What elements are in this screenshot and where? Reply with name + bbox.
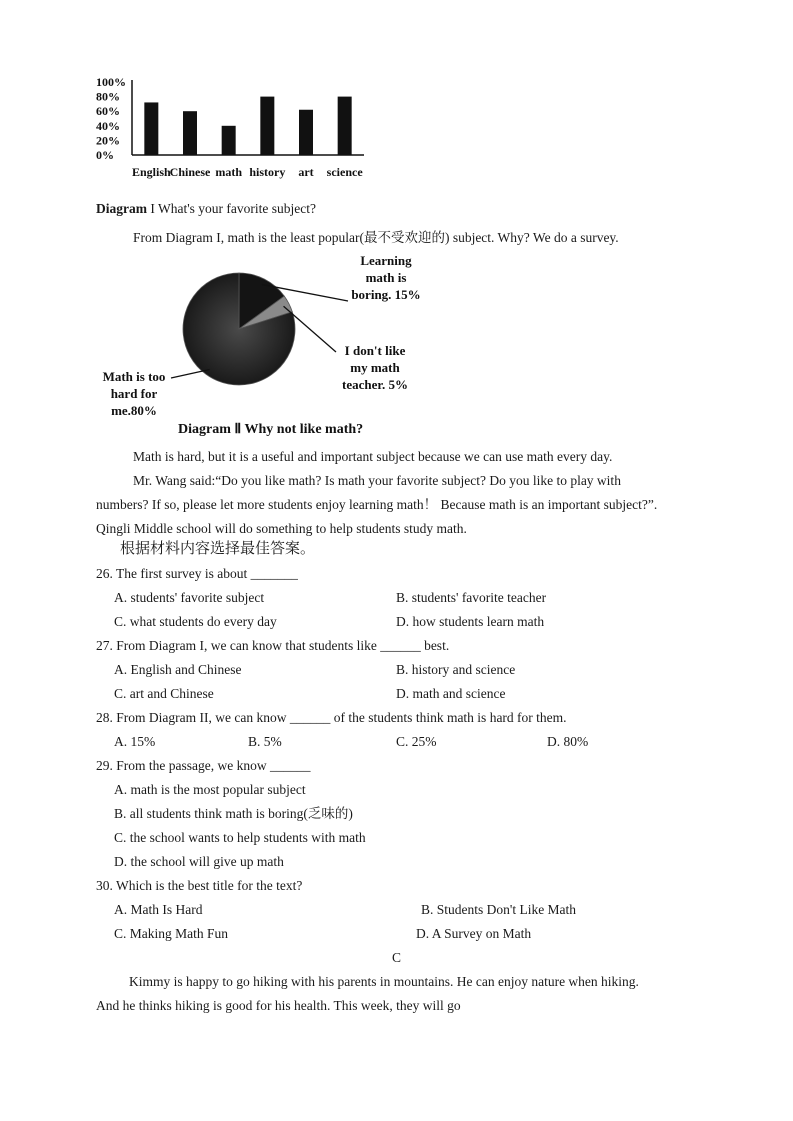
question-30-stem: 30. Which is the best title for the text? [96, 878, 303, 893]
pie-label: math is [365, 270, 407, 285]
pie-label: hard for [110, 386, 158, 401]
bar-chart-y-tick: 40% [96, 118, 120, 133]
question-30-option-d[interactable]: D. A Survey on Math [416, 926, 532, 941]
question-26-option-d[interactable]: D. how students learn math [396, 614, 545, 629]
paragraph-least-popular: From Diagram I, math is the least popular(最不受欢迎的) subject. Why? We do a survey. [133, 230, 619, 245]
section-c-heading: C [391, 950, 401, 965]
question-27-option-c[interactable]: C. art and Chinese [114, 686, 214, 701]
question-29-stem: 29. From the passage, we know ______ [96, 758, 311, 773]
bar-chart-x-label: history [249, 165, 286, 179]
bar-chart-x-label: art [298, 165, 314, 179]
instruction-text: 根据材料内容选择最佳答案。 [120, 539, 316, 557]
paragraph-mr-wang-line3: Qingli Middle school will do something to help students study math. [96, 521, 467, 536]
bar-chart-x-label: English [131, 165, 171, 179]
question-30-option-b[interactable]: B. Students Don't Like Math [421, 902, 577, 917]
paragraph-math-hard: Math is hard, but it is a useful and important subject because we can use math every day. [133, 449, 613, 464]
question-26-option-c[interactable]: C. what students do every day [114, 614, 277, 629]
pie-label: me.80% [111, 403, 157, 418]
bar-chart-x-label: Chinese [169, 165, 211, 179]
question-27-stem: 27. From Diagram I, we can know that students like ______ best. [96, 638, 450, 653]
question-26-option-a[interactable]: A. students' favorite subject [114, 590, 265, 605]
why-not-like-math-pie-chart [96, 250, 436, 445]
bar-chart-y-tick: 20% [96, 133, 120, 148]
question-29-option-b[interactable]: B. all students think math is boring(乏味的) [114, 806, 353, 821]
pie-label: my math [350, 360, 400, 375]
paragraph-mr-wang-line1: Mr. Wang said:“Do you like math? Is math your favorite subject? Do you like to play with [133, 473, 621, 488]
question-29-option-d[interactable]: D. the school will give up math [114, 854, 284, 869]
bar-english [144, 102, 158, 155]
bar-chart-x-label: science [326, 165, 363, 179]
question-26-stem: 26. The first survey is about _______ [96, 566, 298, 581]
bar-chart-y-tick: 80% [96, 89, 120, 104]
question-28-option-c[interactable]: C. 25% [396, 734, 437, 749]
question-28-option-a[interactable]: A. 15% [114, 734, 156, 749]
bar-science [338, 97, 352, 155]
diagram1-caption-text: I What's your favorite subject? [147, 201, 317, 216]
pie-label: teacher. 5% [342, 377, 408, 392]
question-30-option-c[interactable]: C. Making Math Fun [114, 926, 229, 941]
question-28-option-b[interactable]: B. 5% [248, 734, 282, 749]
diagram2-caption: Diagram Ⅱ Why not like math? [178, 422, 364, 437]
question-27-option-a[interactable]: A. English and Chinese [114, 662, 242, 677]
pie-label: Learning [360, 253, 412, 268]
bar-art [299, 110, 313, 155]
question-30-option-a[interactable]: A. Math Is Hard [114, 902, 203, 917]
bar-chart-y-tick: 0% [96, 148, 114, 162]
question-28-stem: 28. From Diagram II, we can know ______ of the students think math is hard for them. [96, 710, 567, 725]
diagram1-caption-bold: Diagram [96, 201, 147, 216]
paragraph-kimmy-line2: And he thinks hiking is good for his health. This week, they will go [96, 998, 461, 1013]
paragraph-mr-wang-line2: numbers? If so, please let more students enjoy learning math！ Because math is an important subject?”. [96, 497, 658, 512]
question-27-option-d[interactable]: D. math and science [396, 686, 506, 701]
question-28-option-d[interactable]: D. 80% [547, 734, 589, 749]
favorite-subject-bar-chart [96, 72, 371, 187]
paragraph-kimmy-line1: Kimmy is happy to go hiking with his parents in mountains. He can enjoy nature when hiking. [129, 974, 639, 989]
pie-label: Math is too [102, 369, 166, 384]
pie-leader-line [171, 369, 210, 378]
pie-label: I don't like [344, 343, 406, 358]
pie-label: boring. 15% [351, 287, 421, 302]
question-26-option-b[interactable]: B. students' favorite teacher [396, 590, 547, 605]
bar-chart-y-tick: 100% [96, 75, 126, 89]
question-29-option-c[interactable]: C. the school wants to help students with math [114, 830, 366, 845]
bar-chart-y-tick: 60% [96, 104, 120, 119]
bar-math [222, 126, 236, 155]
question-27-option-b[interactable]: B. history and science [396, 662, 516, 677]
bar-chinese [183, 111, 197, 155]
question-29-option-a[interactable]: A. math is the most popular subject [114, 782, 306, 797]
diagram1-caption [96, 200, 316, 218]
bar-history [260, 97, 274, 155]
bar-chart-x-label: math [215, 165, 243, 179]
